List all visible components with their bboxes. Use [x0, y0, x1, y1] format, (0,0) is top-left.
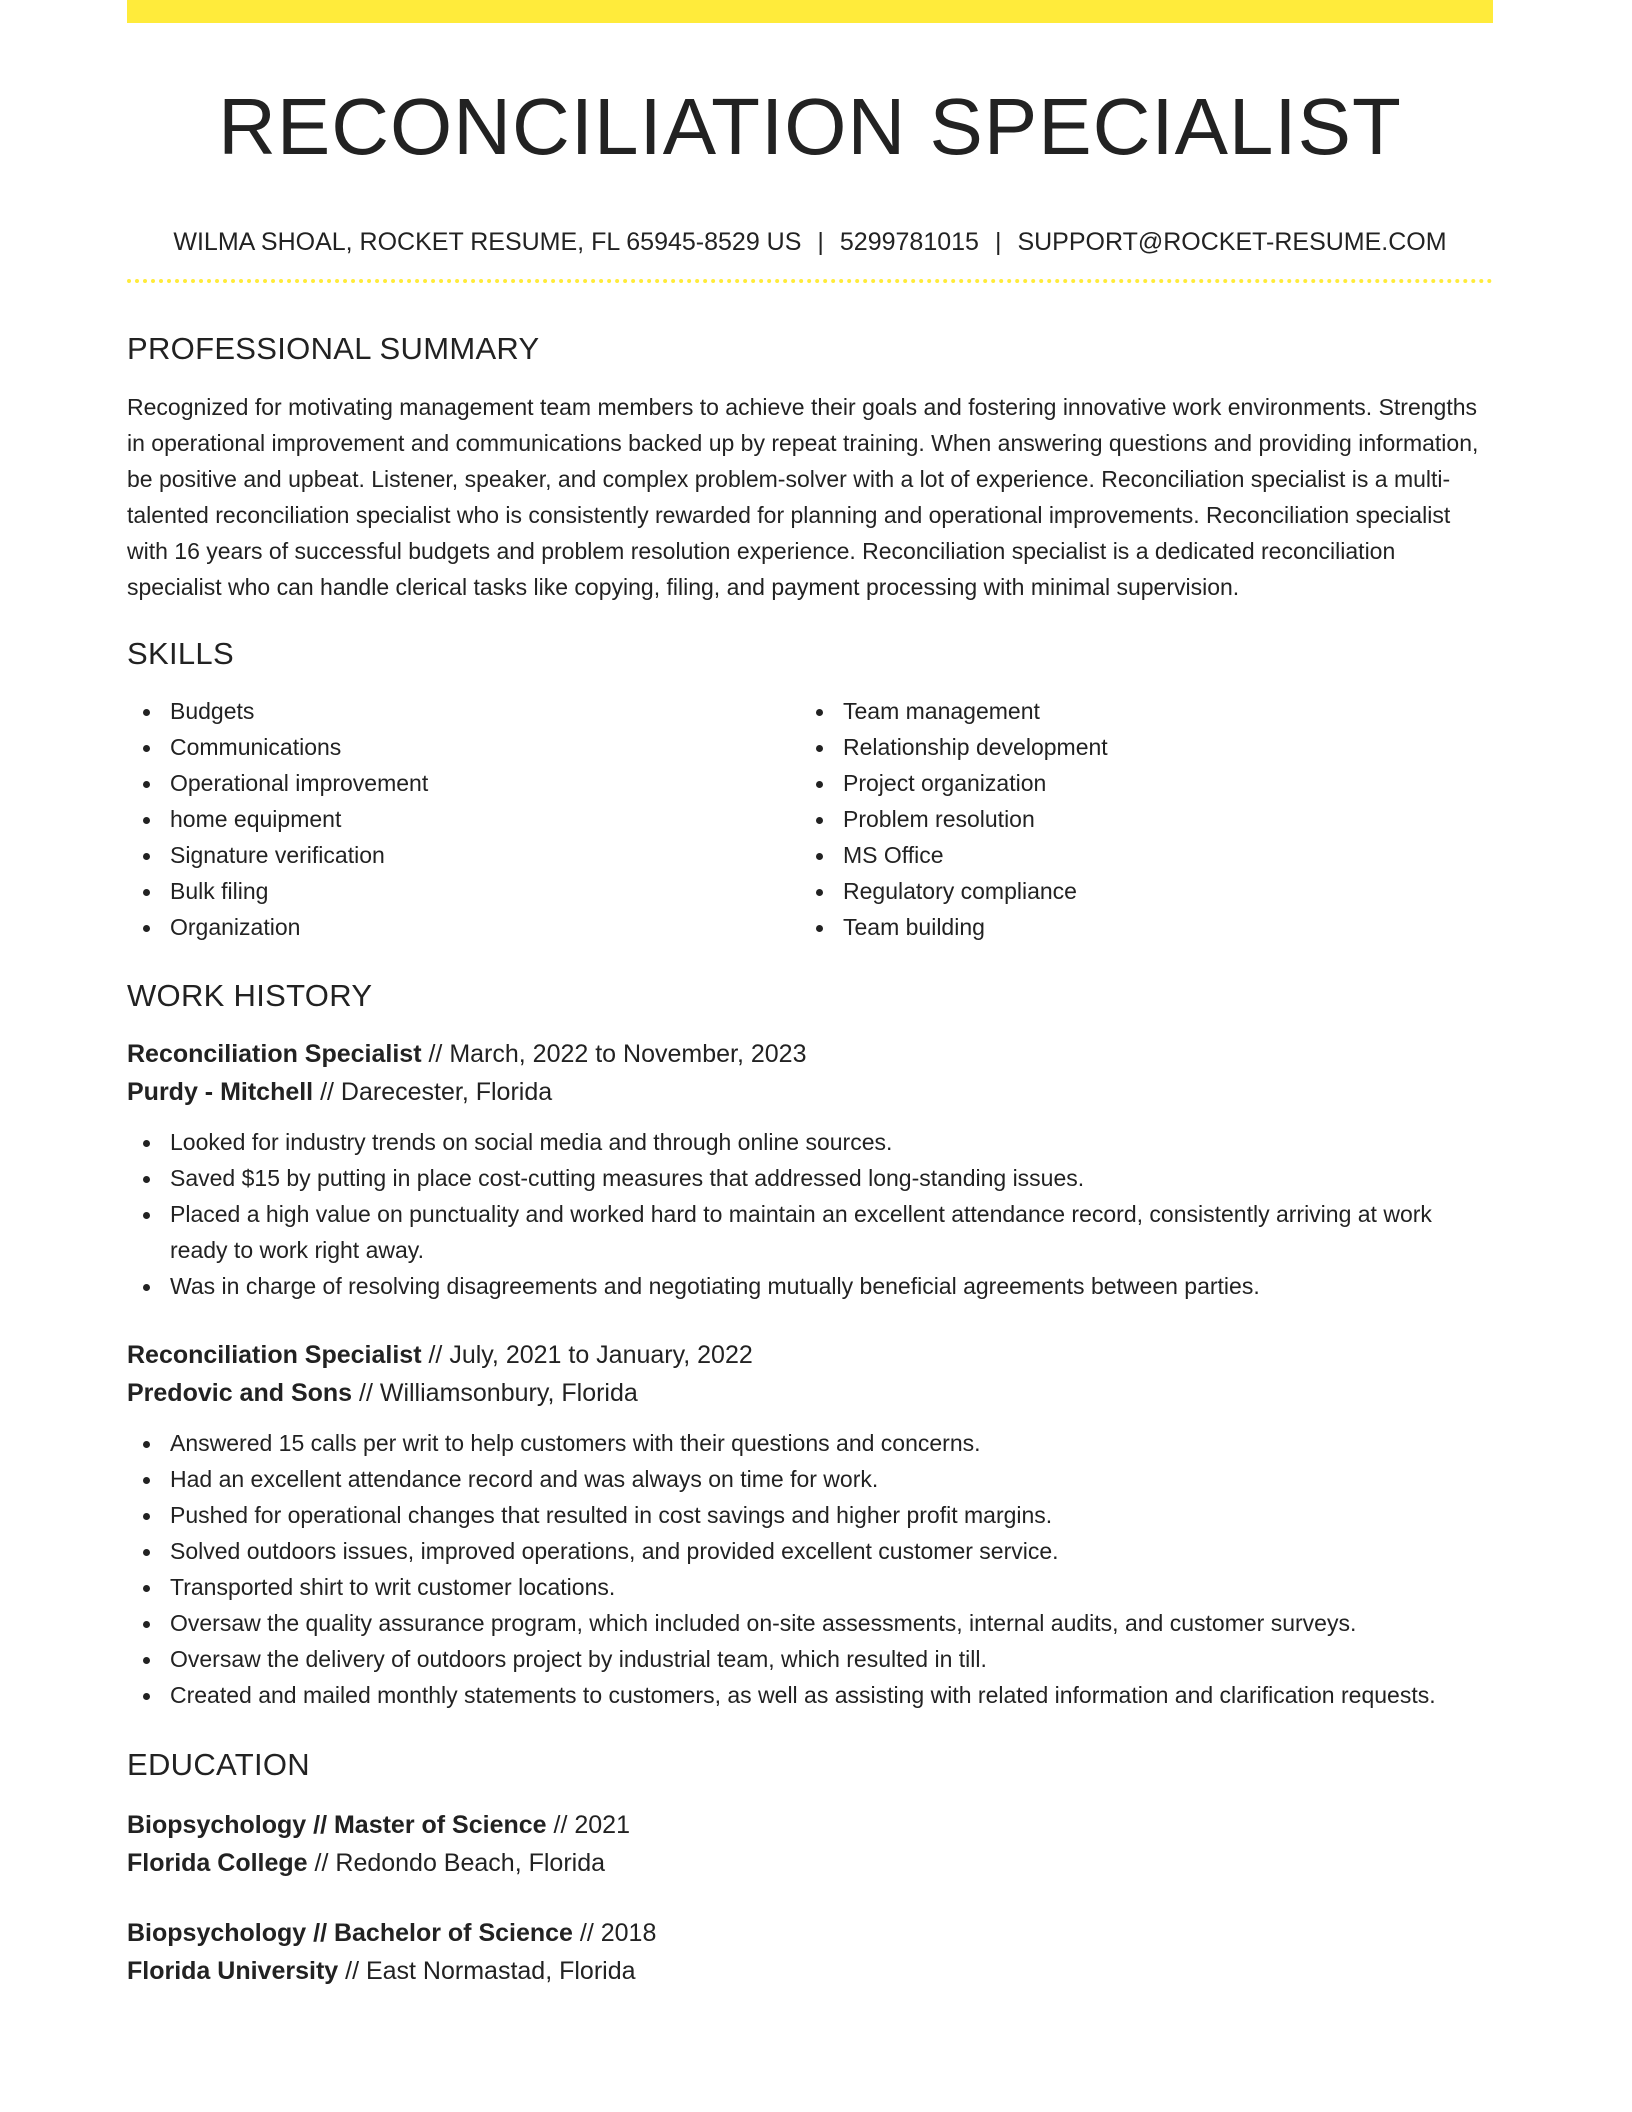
contact-separator: | [817, 228, 824, 256]
job-bullet: Solved outdoors issues, improved operations, and provided excellent customer service. [127, 1533, 1493, 1569]
job-bullet: Saved $15 by putting in place cost-cutting measures that addressed long-standing issues. [127, 1160, 1493, 1196]
contact-phone: 5299781015 [839, 228, 979, 256]
skill-item: Project organization [800, 765, 1473, 801]
job-dates: // March, 2022 to November, 2023 [428, 1040, 807, 1068]
summary-heading: PROFESSIONAL SUMMARY [127, 331, 540, 366]
summary-text: Recognized for motivating management team members to achieve their goals and fostering innovative work environments. Strengths in operational improvement and communications backed up by repeat training. When answering questions and providing information, be positive and upbeat. Listener, speaker, and complex problem-solver with a lot of experience. Reconciliation specialist is a multi-talented reconciliation specialist who is consistently rewarded for planning and operational improvements. Reconciliation specialist with 16 years of successful budgets and problem resolution experience. Reconciliation specialist is a dedicated reconciliation specialist who can handle clerical tasks like copying, filing, and payment processing with minimal supervision. [127, 394, 1479, 600]
job-bullet: Looked for industry trends on social media and through online sources. [127, 1124, 1493, 1160]
skill-item: Budgets [127, 693, 800, 729]
education-year: // 2021 [553, 1811, 630, 1839]
job-company: Purdy - Mitchell [127, 1078, 314, 1106]
job-title-line [127, 1336, 1493, 1374]
education-degree: Biopsychology // Master of Science [127, 1811, 547, 1839]
skill-item: Team building [800, 909, 1473, 945]
skill-item: Problem resolution [800, 801, 1473, 837]
resume-title: RECONCILIATION SPECIALIST [218, 82, 1402, 171]
job-location: // Williamsonbury, Florida [359, 1379, 638, 1407]
dotted-divider [127, 279, 1493, 283]
education-year: // 2018 [579, 1919, 657, 1947]
job-title: Reconciliation Specialist [127, 1040, 422, 1068]
job-entry [127, 1035, 1493, 1304]
skills-list [127, 693, 1493, 945]
education-school-line [127, 1952, 1493, 1990]
education-school-line [127, 1844, 1493, 1882]
resume-page [127, 0, 1493, 1990]
skill-item: Regulatory compliance [800, 873, 1473, 909]
education-school: Florida University [127, 1957, 339, 1985]
job-company: Predovic and Sons [127, 1379, 353, 1407]
job-bullet: Oversaw the quality assurance program, which included on-site assessments, internal audits, and customer surveys. [127, 1605, 1493, 1641]
skill-item: Communications [127, 729, 800, 765]
skills-column-right [800, 693, 1473, 945]
job-bullet: Placed a high value on punctuality and worked hard to maintain an excellent attendance record, consistently arriving at work ready to work right away. [127, 1196, 1493, 1268]
education-heading: EDUCATION [127, 1747, 310, 1782]
job-bullet: Answered 15 calls per writ to help customers with their questions and concerns. [127, 1425, 1493, 1461]
education-entry [127, 1914, 1493, 1990]
skill-item: MS Office [800, 837, 1473, 873]
job-bullet: Had an excellent attendance record and was always on time for work. [127, 1461, 1493, 1497]
job-entry [127, 1336, 1493, 1713]
work-history-heading: WORK HISTORY [127, 978, 373, 1013]
job-bullet: Pushed for operational changes that resulted in cost savings and higher profit margins. [127, 1497, 1493, 1533]
job-bullet: Oversaw the delivery of outdoors project by industrial team, which resulted in till. [127, 1641, 1493, 1677]
skill-item: Operational improvement [127, 765, 800, 801]
job-bullet: Was in charge of resolving disagreements and negotiating mutually beneficial agreements between parties. [127, 1268, 1493, 1304]
job-title-line [127, 1035, 1493, 1073]
skill-item: home equipment [127, 801, 800, 837]
job-company-line [127, 1073, 1493, 1111]
contact-email: SUPPORT@ROCKET-RESUME.COM [1017, 228, 1447, 256]
job-company-line [127, 1374, 1493, 1412]
education-degree: Biopsychology // Bachelor of Science [127, 1919, 573, 1947]
skills-column-left [127, 693, 800, 945]
contact-address: WILMA SHOAL, ROCKET RESUME, FL 65945-8529 US [173, 228, 802, 256]
job-bullets [127, 1425, 1493, 1713]
contact-separator: | [994, 228, 1002, 256]
skill-item: Relationship development [800, 729, 1473, 765]
accent-top-bar [127, 0, 1493, 23]
skill-item: Bulk filing [127, 873, 800, 909]
education-degree-line [127, 1914, 1493, 1952]
education-entry [127, 1806, 1493, 1882]
job-bullets [127, 1124, 1493, 1304]
job-title: Reconciliation Specialist [127, 1341, 422, 1369]
skill-item: Team management [800, 693, 1473, 729]
job-location: // Darecester, Florida [320, 1078, 553, 1106]
job-bullet: Created and mailed monthly statements to customers, as well as assisting with related information and clarification requests. [127, 1677, 1493, 1713]
skills-heading: SKILLS [127, 636, 234, 671]
education-location: // Redondo Beach, Florida [314, 1849, 606, 1877]
education-school: Florida College [127, 1849, 308, 1877]
skill-item: Organization [127, 909, 800, 945]
contact-line [127, 226, 1493, 258]
skill-item: Signature verification [127, 837, 800, 873]
education-degree-line [127, 1806, 1493, 1844]
education-location: // East Normastad, Florida [345, 1957, 636, 1985]
job-bullet: Transported shirt to writ customer locations. [127, 1569, 1493, 1605]
job-dates: // July, 2021 to January, 2022 [428, 1341, 753, 1369]
